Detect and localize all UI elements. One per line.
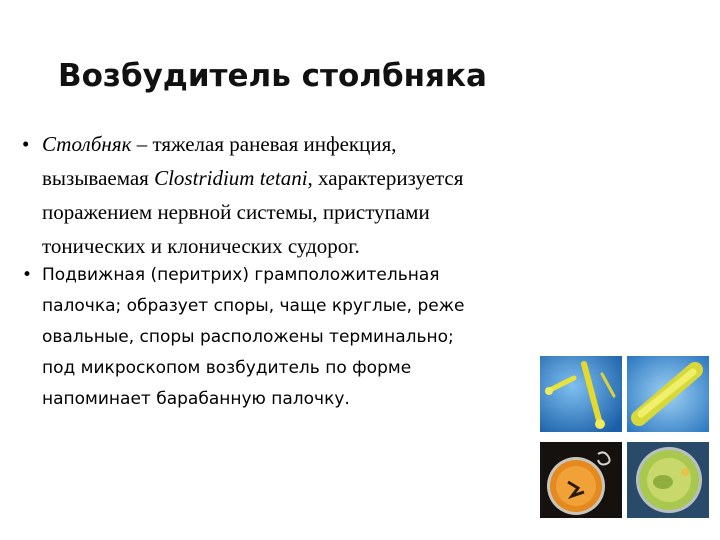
definition-line2-suffix: , характеризуется: [307, 166, 464, 190]
description-line: овальные, споры расположены терминально;: [42, 327, 454, 347]
description-line: под микроскопом возбудитель по форме: [42, 358, 412, 378]
definition-line2-prefix: вызываемая: [42, 166, 155, 190]
petri-dish-green-icon: [627, 442, 709, 518]
definition-line-2: [42, 161, 617, 195]
description-line: Подвижная (перитрих) грамположительная: [42, 265, 440, 285]
description-line: напоминает барабанную палочку.: [42, 389, 350, 409]
slide-title: Возбудитель столбняка: [58, 58, 487, 94]
petri-dish-orange-icon: [540, 442, 622, 518]
definition-line-1: [42, 127, 617, 161]
term-tetanus: Столбняк: [42, 132, 132, 156]
description-line: палочка; образует споры, чаще круглые, реже: [42, 296, 465, 316]
definition-lead: – тяжелая раневая инфекция,: [131, 132, 397, 156]
definition-line-3: поражением нервной системы, приступами: [42, 200, 430, 224]
organism-name: Clostridium tetani: [154, 166, 308, 190]
bullet-definition: [22, 127, 622, 263]
bacteria-micrograph-blue-icon: [540, 356, 622, 432]
definition-line-4: тонических и клонических судорог.: [42, 234, 360, 258]
bacterium-closeup-blue-icon: [627, 356, 709, 432]
bullet-marker: •: [22, 132, 30, 156]
bullet-description: [22, 260, 622, 415]
bullet-marker: •: [22, 265, 33, 285]
